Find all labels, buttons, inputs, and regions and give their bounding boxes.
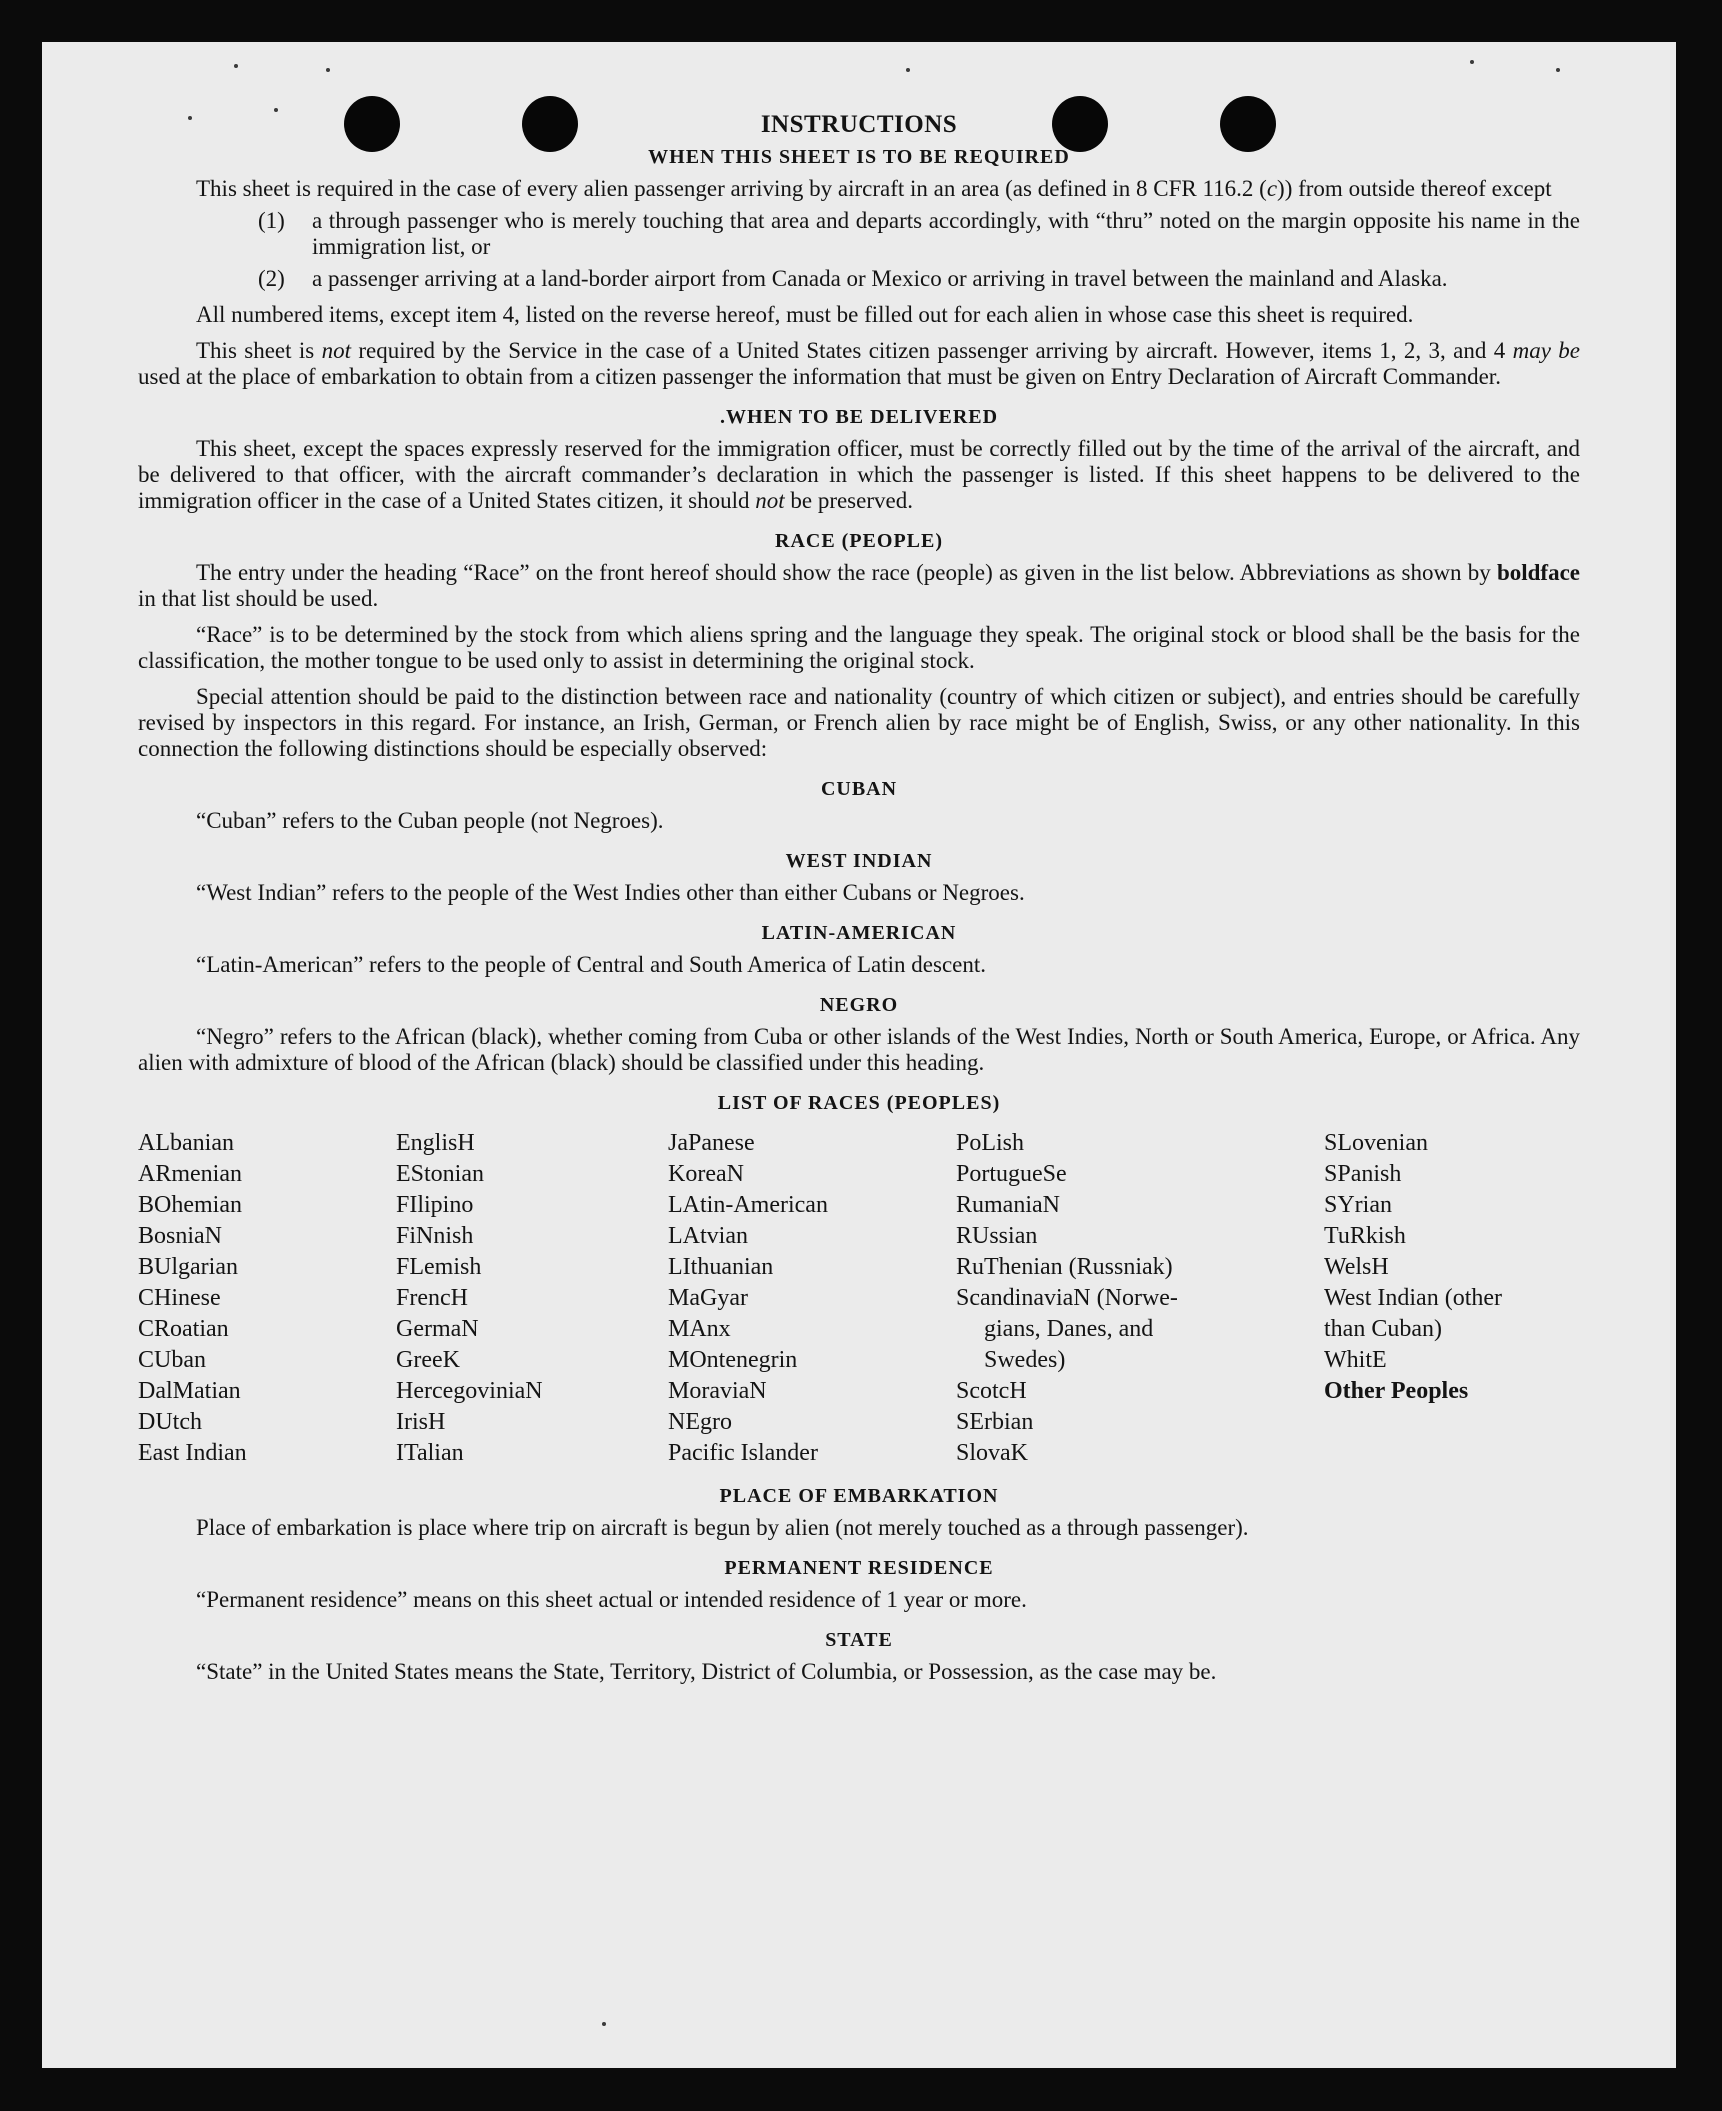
race-entry: DUtch — [138, 1409, 202, 1435]
race-entry: than Cuban) — [1324, 1316, 1442, 1342]
races-column — [668, 1128, 956, 1469]
speck — [1470, 60, 1474, 64]
race-entry: gians, Danes, and — [984, 1316, 1154, 1342]
race-entry: FiNnish — [396, 1223, 474, 1249]
race-entry: ITalian — [396, 1440, 464, 1466]
race-entry: EnglisH — [396, 1130, 475, 1156]
race-entry: DalMatian — [138, 1378, 241, 1404]
race-entry: SPanish — [1324, 1161, 1402, 1187]
race-entry: RuThenian (Russniak) — [956, 1254, 1173, 1280]
race-entry: LAtvian — [668, 1223, 748, 1249]
embarkation-text: Place of embarkation is place where trip on aircraft is begun by alien (not merely touched as a through passenger). — [196, 1515, 1249, 1540]
race-entry: EStonian — [396, 1161, 484, 1187]
heading-latin-american: LATIN-AMERICAN — [761, 922, 957, 944]
race-entry: MoraviaN — [668, 1378, 767, 1404]
races-column — [956, 1128, 1324, 1469]
race-entry: CRoatian — [138, 1316, 229, 1342]
speck — [234, 64, 238, 68]
race-entry: BOhemian — [138, 1192, 242, 1218]
required-intro: This sheet is required in the case of every alien passenger arriving by aircraft in an area (as defined in 8 CFR 116.2 (c)) from outside thereof except — [196, 176, 1552, 201]
speck — [602, 2022, 606, 2026]
race-entry: BosniaN — [138, 1223, 222, 1249]
race-entry: SYrian — [1324, 1192, 1392, 1218]
race-entry: PortugueSe — [956, 1161, 1067, 1187]
race-entry: Pacific Islander — [668, 1440, 818, 1466]
race-paragraph: The entry under the heading “Race” on the front hereof should show the race (people) as given in the list below. Abbreviations as shown by boldface in that list should be used. — [138, 560, 1580, 611]
race-entry: LAtin-American — [668, 1192, 828, 1218]
race-entry: ScandinaviaN (Norwe- — [956, 1285, 1178, 1311]
race-entry: MaGyar — [668, 1285, 748, 1311]
race-entry: TuRkish — [1324, 1223, 1406, 1249]
race-entry: BUlgarian — [138, 1254, 238, 1280]
races-column — [1324, 1128, 1580, 1469]
race-entry: MAnx — [668, 1316, 731, 1342]
race-entry: FLemish — [396, 1254, 482, 1280]
heading-cuban: CUBAN — [820, 778, 898, 800]
definition-negro: “Negro” refers to the African (black), whether coming from Cuba or other islands of the West Indies, North or South America, Europe, or Africa. Any alien with admixture of blood of the African (black) should be classified under this heading. — [138, 1024, 1580, 1075]
heading-west-indian: WEST INDIAN — [785, 850, 933, 872]
heading-race: RACE (PEOPLE) — [775, 530, 943, 552]
race-entry: West Indian (other — [1324, 1285, 1503, 1311]
race-entry: ScotcH — [956, 1378, 1027, 1404]
race-entry: LIthuanian — [668, 1254, 774, 1280]
speck — [1556, 68, 1560, 72]
race-entry: ARmenian — [138, 1161, 242, 1187]
delivery-text: This sheet, except the spaces expressly reserved for the immigration officer, must be correctly filled out by the time of the arrival of the aircraft, and be delivered to that officer, with the aircraft commander’s declaration in which the passenger is listed. If this sheet happens to be delivered to the immigration officer in the case of a United States citizen, it should not be preserved. — [138, 436, 1580, 513]
definition-west-indian: “West Indian” refers to the people of the West Indies other than either Cubans or Negroes. — [196, 880, 1025, 905]
race-entry: IrisH — [396, 1409, 446, 1435]
heading-list-of-races: LIST OF RACES (PEOPLES) — [717, 1092, 1001, 1114]
definition-cuban: “Cuban” refers to the Cuban people (not Negroes). — [196, 808, 664, 833]
race-entry: Other Peoples — [1324, 1378, 1469, 1404]
race-entry: JaPanese — [668, 1130, 755, 1156]
race-entry: MOntenegrin — [668, 1347, 798, 1373]
race-entry: SLovenian — [1324, 1130, 1428, 1156]
exception-item: (2) a passenger arriving at a land-border airport from Canada or Mexico or arriving in travel between the mainland and Alaska. — [258, 266, 1448, 291]
instructions-content — [138, 112, 1580, 1685]
speck — [906, 68, 910, 72]
race-paragraph: Special attention should be paid to the distinction between race and nationality (country of which citizen or subject), and entries should be carefully revised by inspectors in this regard. For instance, an Irish, German, or French alien by race might be of English, Swiss, or any other nationality. In this connection the following distinctions should be especially observed: — [138, 684, 1580, 761]
heading-permanent-residence: PERMANENT RESIDENCE — [724, 1557, 994, 1579]
state-text: “State” in the United States means the State, Territory, District of Columbia, or Possession, as the case may be. — [196, 1659, 1217, 1684]
race-entry: FrencH — [396, 1285, 468, 1311]
residence-text: “Permanent residence” means on this sheet actual or intended residence of 1 year or more. — [196, 1587, 1027, 1612]
race-entry: GreeK — [396, 1347, 460, 1373]
race-entry: KoreaN — [668, 1161, 744, 1187]
race-entry: ALbanian — [138, 1130, 234, 1156]
heading-when-delivered: .WHEN TO BE DELIVERED — [719, 406, 999, 428]
heading-when-required: WHEN THIS SHEET IS TO BE REQUIRED — [648, 146, 1070, 168]
race-entry: CHinese — [138, 1285, 221, 1311]
race-entry: FIlipino — [396, 1192, 474, 1218]
race-entry: Swedes) — [984, 1347, 1066, 1373]
heading-negro: NEGRO — [819, 994, 899, 1016]
heading-embarkation: PLACE OF EMBARKATION — [719, 1485, 999, 1507]
race-paragraph: “Race” is to be determined by the stock from which aliens spring and the language they speak. The original stock or blood shall be the basis for the classification, the mother tongue to be used only to assist in determining the original stock. — [138, 622, 1580, 673]
race-entry: East Indian — [138, 1440, 247, 1466]
document-sheet — [42, 42, 1676, 2068]
citizen-note: This sheet is not required by the Service in the case of a United States citizen passenger arriving by aircraft. However, items 1, 2, 3, and 4 may be used at the place of embarkation to obtain from a citizen passenger the information that must be given on Entry Declaration of Aircraft Commander. — [138, 338, 1580, 389]
exception-item: (1) a through passenger who is merely touching that area and departs accordingly, with “thru” noted on the margin opposite his name in the immigration list, or — [258, 208, 1580, 259]
numbered-items-note: All numbered items, except item 4, listed on the reverse hereof, must be filled out for each alien in whose case this sheet is required. — [196, 302, 1414, 327]
race-entry: NEgro — [668, 1409, 732, 1435]
races-column — [138, 1128, 396, 1469]
speck — [326, 68, 330, 72]
definition-latin-american: “Latin-American” refers to the people of Central and South America of Latin descent. — [196, 952, 986, 977]
race-entry: PoLish — [956, 1130, 1025, 1156]
race-entry: SlovaK — [956, 1440, 1028, 1466]
race-entry: RumaniaN — [956, 1192, 1060, 1218]
race-entry: HercegoviniaN — [396, 1378, 543, 1404]
race-entry: CUban — [138, 1347, 206, 1373]
race-entry: GermaN — [396, 1316, 479, 1342]
page-title: INSTRUCTIONS — [760, 111, 958, 138]
race-entry: RUssian — [956, 1223, 1038, 1249]
races-list — [138, 1128, 1580, 1469]
race-entry: WelsH — [1324, 1254, 1389, 1280]
race-entry: WhitE — [1324, 1347, 1387, 1373]
heading-state: STATE — [825, 1629, 893, 1651]
races-column — [396, 1128, 668, 1469]
race-entry: SErbian — [956, 1409, 1034, 1435]
